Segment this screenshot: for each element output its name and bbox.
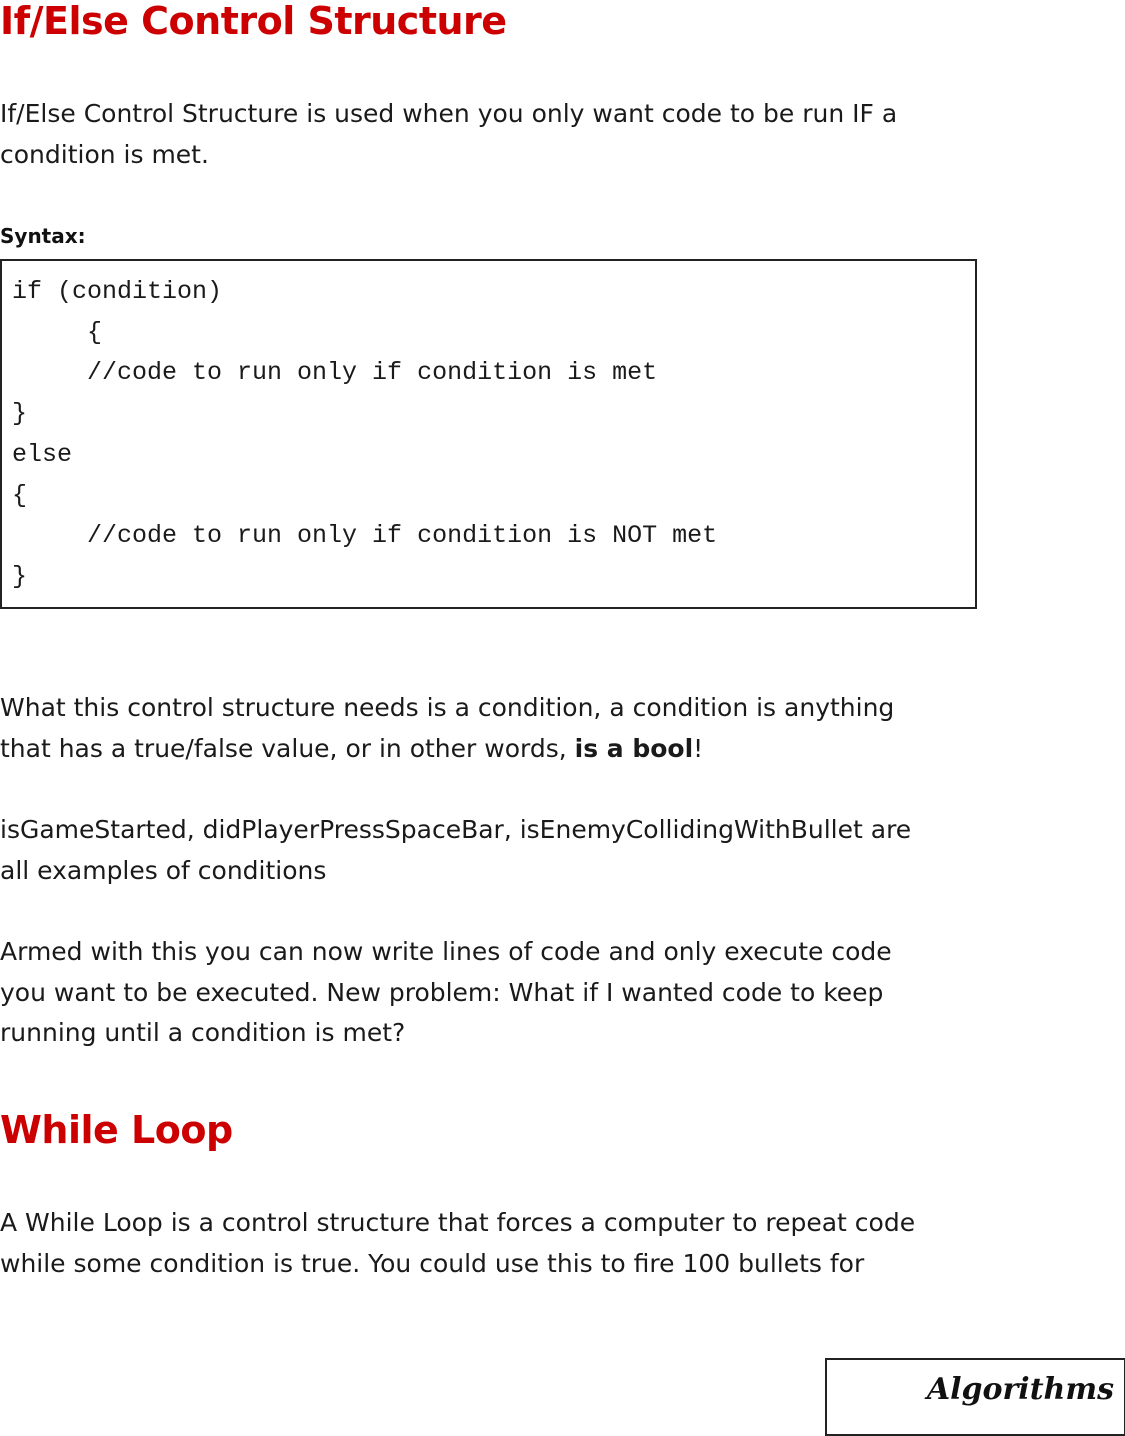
footer-tag-label: Algorithms — [926, 1372, 1114, 1407]
armed-paragraph — [0, 932, 990, 1054]
code-line: //code to run only if condition is met — [12, 358, 658, 387]
code-line: { — [12, 318, 103, 347]
code-block — [0, 259, 977, 609]
code-line: } — [12, 399, 28, 428]
while-line-1: A While Loop is a control structure that forces a computer to repeat code — [0, 1208, 916, 1237]
condition-line-2-start: that has a true/false value, or in other words, — [0, 733, 575, 763]
code-line: if (condition) — [12, 277, 223, 306]
intro-line-2: condition is met. — [0, 139, 209, 169]
bool-emphasis: is a bool — [574, 733, 694, 763]
section-title-while-loop: While Loop — [0, 1108, 233, 1152]
syntax-label: Syntax: — [0, 224, 86, 248]
intro-paragraph — [0, 94, 990, 175]
condition-line-1: What this control structure needs is a condition, a condition is anything — [0, 693, 895, 722]
code-line: else — [12, 440, 73, 469]
code-line: //code to run only if condition is NOT met — [12, 521, 718, 550]
footer-tag-box — [825, 1358, 1125, 1436]
while-line-2: while some condition is true. You could use this to fire 100 bullets for — [0, 1248, 865, 1278]
section-title-if-else: If/Else Control Structure — [0, 0, 507, 43]
examples-paragraph — [0, 810, 990, 891]
armed-line-3: running until a condition is met? — [0, 1018, 406, 1047]
condition-line-2-end: ! — [693, 733, 704, 763]
intro-line-1: If/Else Control Structure is used when you only want code to be run IF a — [0, 99, 898, 128]
code-line: } — [12, 562, 28, 591]
examples-line-1: isGameStarted, didPlayerPressSpaceBar, isEnemyCollidingWithBullet are — [0, 815, 912, 844]
condition-paragraph — [0, 688, 990, 769]
armed-line-1: Armed with this you can now write lines of code and only execute code — [0, 937, 892, 966]
code-line: { — [12, 481, 28, 510]
examples-line-2: all examples of conditions — [0, 855, 327, 885]
while-loop-paragraph — [0, 1203, 990, 1284]
armed-line-2: you want to be executed. New problem: What if I wanted code to keep — [0, 977, 884, 1007]
